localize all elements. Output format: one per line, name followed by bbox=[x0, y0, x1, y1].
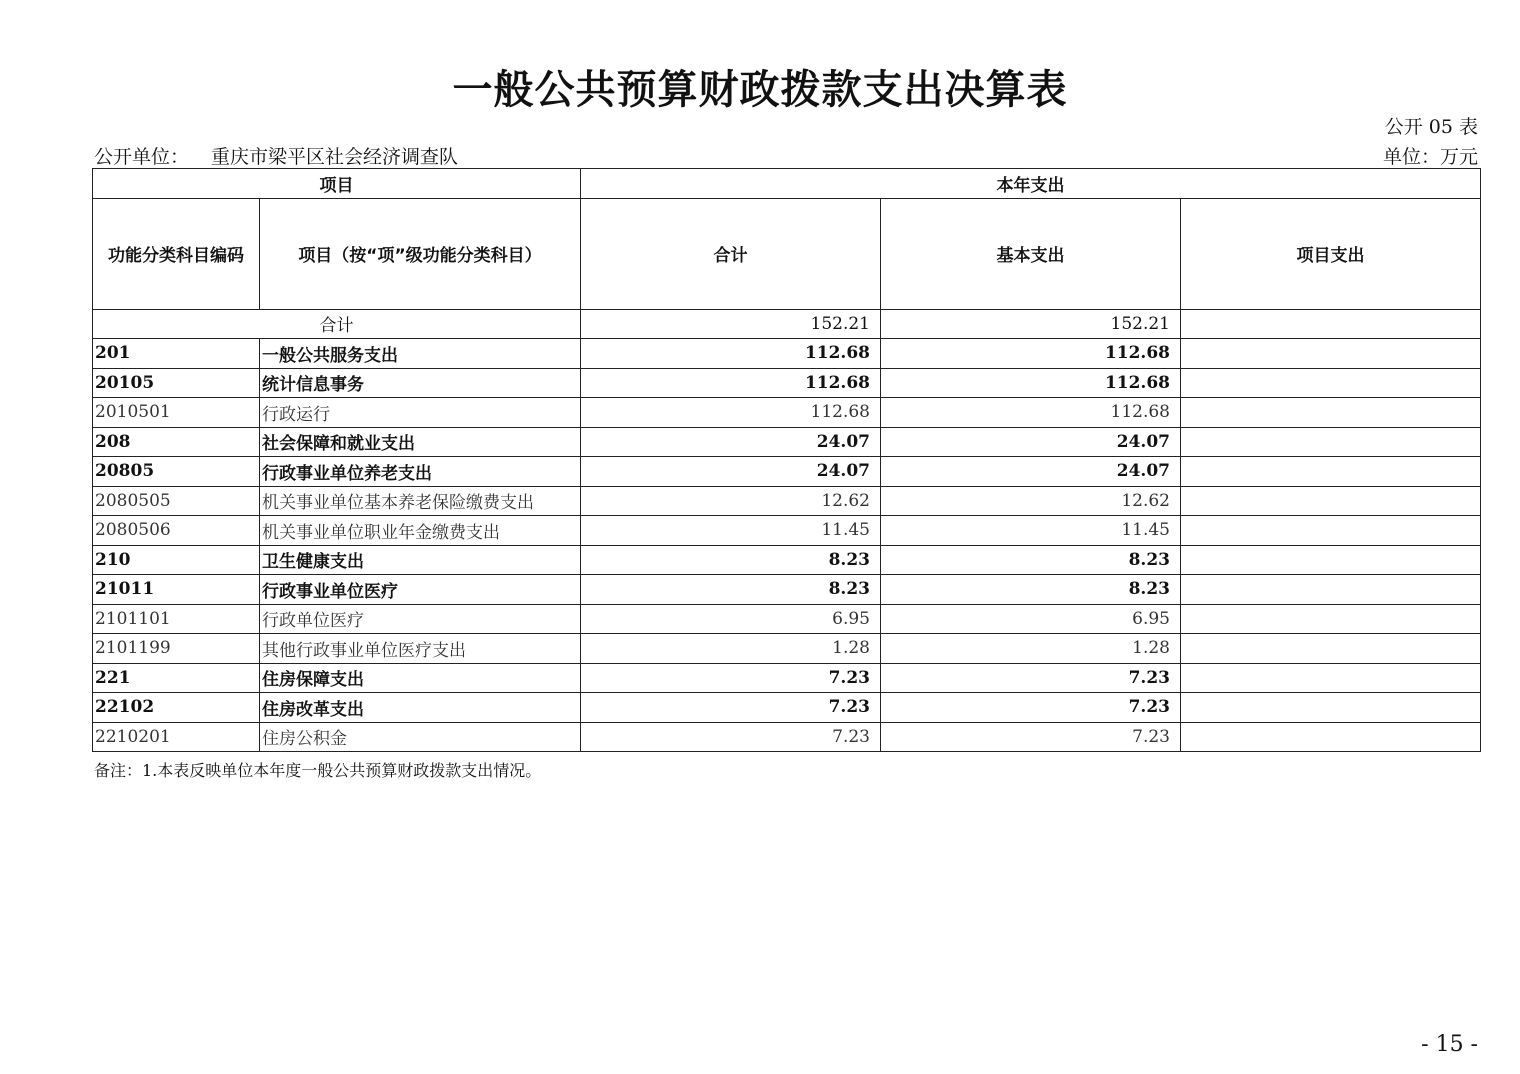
table-row bbox=[93, 457, 1481, 487]
row-name: 住房保障支出 bbox=[260, 663, 581, 693]
table-row bbox=[93, 663, 1481, 693]
row-basic: 8.23 bbox=[881, 545, 1181, 575]
row-basic: 8.23 bbox=[881, 575, 1181, 605]
row-code: 221 bbox=[93, 663, 260, 693]
header-project-exp: 项目支出 bbox=[1181, 198, 1481, 309]
row-total: 7.23 bbox=[581, 663, 881, 693]
row-project bbox=[1181, 427, 1481, 457]
row-basic: 12.62 bbox=[881, 486, 1181, 516]
row-total: 112.68 bbox=[581, 339, 881, 369]
row-total: 6.95 bbox=[581, 604, 881, 634]
row-basic: 7.23 bbox=[881, 663, 1181, 693]
row-basic: 112.68 bbox=[881, 339, 1181, 369]
row-total: 112.68 bbox=[581, 398, 881, 428]
row-code: 2010501 bbox=[93, 398, 260, 428]
table-row bbox=[93, 604, 1481, 634]
row-name: 统计信息事务 bbox=[260, 368, 581, 398]
row-project bbox=[1181, 398, 1481, 428]
row-basic: 1.28 bbox=[881, 634, 1181, 664]
row-project bbox=[1181, 634, 1481, 664]
row-basic: 7.23 bbox=[881, 693, 1181, 723]
row-basic: 6.95 bbox=[881, 604, 1181, 634]
total-row-label: 合计 bbox=[93, 309, 581, 339]
row-total: 1.28 bbox=[581, 634, 881, 664]
row-code: 2101199 bbox=[93, 634, 260, 664]
header-row-bottom bbox=[93, 198, 1481, 309]
total-row-basic: 152.21 bbox=[881, 309, 1181, 339]
header-current-year: 本年支出 bbox=[581, 169, 1481, 199]
row-name: 机关事业单位基本养老保险缴费支出 bbox=[260, 486, 581, 516]
table-row bbox=[93, 398, 1481, 428]
org-name: 重庆市梁平区社会经济调查队 bbox=[211, 146, 459, 168]
row-project bbox=[1181, 663, 1481, 693]
table-row bbox=[93, 545, 1481, 575]
row-project bbox=[1181, 604, 1481, 634]
row-total: 112.68 bbox=[581, 368, 881, 398]
row-total: 8.23 bbox=[581, 545, 881, 575]
row-name: 行政运行 bbox=[260, 398, 581, 428]
row-code: 20805 bbox=[93, 457, 260, 487]
header-total: 合计 bbox=[581, 198, 881, 309]
row-total: 12.62 bbox=[581, 486, 881, 516]
table-row bbox=[93, 339, 1481, 369]
row-basic: 112.68 bbox=[881, 368, 1181, 398]
table-row bbox=[93, 634, 1481, 664]
header-basic: 基本支出 bbox=[881, 198, 1181, 309]
unit-label: 单位：万元 bbox=[1382, 146, 1478, 168]
row-total: 7.23 bbox=[581, 722, 881, 752]
table-row bbox=[93, 575, 1481, 605]
header-row-top bbox=[93, 169, 1481, 199]
row-code: 22102 bbox=[93, 693, 260, 723]
row-name: 行政单位医疗 bbox=[260, 604, 581, 634]
row-code: 210 bbox=[93, 545, 260, 575]
row-basic: 112.68 bbox=[881, 398, 1181, 428]
row-project bbox=[1181, 575, 1481, 605]
row-project bbox=[1181, 339, 1481, 369]
total-row-project bbox=[1181, 309, 1481, 339]
header-code: 功能分类科目编码 bbox=[93, 198, 260, 309]
footnote: 备注：1.本表反映单位本年度一般公共预算财政拨款支出情况。 bbox=[94, 761, 542, 780]
row-code: 2101101 bbox=[93, 604, 260, 634]
row-name: 社会保障和就业支出 bbox=[260, 427, 581, 457]
header-item: 项目（按“项”级功能分类科目） bbox=[260, 198, 581, 309]
header-project: 项目 bbox=[93, 169, 581, 199]
row-basic: 11.45 bbox=[881, 516, 1181, 546]
row-basic: 24.07 bbox=[881, 427, 1181, 457]
table-row bbox=[93, 516, 1481, 546]
row-code: 20105 bbox=[93, 368, 260, 398]
page-number: - 15 - bbox=[1421, 1032, 1478, 1057]
form-number: 公开 05 表 bbox=[1384, 116, 1478, 138]
page-title: 一般公共预算财政拨款支出决算表 bbox=[452, 66, 1068, 113]
row-name: 机关事业单位职业年金缴费支出 bbox=[260, 516, 581, 546]
row-code: 21011 bbox=[93, 575, 260, 605]
table-row bbox=[93, 427, 1481, 457]
total-row bbox=[93, 309, 1481, 339]
org-line bbox=[94, 142, 458, 169]
row-total: 24.07 bbox=[581, 457, 881, 487]
row-total: 11.45 bbox=[581, 516, 881, 546]
row-code: 2080505 bbox=[93, 486, 260, 516]
row-name: 住房公积金 bbox=[260, 722, 581, 752]
row-total: 7.23 bbox=[581, 693, 881, 723]
row-name: 一般公共服务支出 bbox=[260, 339, 581, 369]
row-name: 行政事业单位养老支出 bbox=[260, 457, 581, 487]
row-total: 24.07 bbox=[581, 427, 881, 457]
row-project bbox=[1181, 693, 1481, 723]
row-name: 其他行政事业单位医疗支出 bbox=[260, 634, 581, 664]
row-code: 2080506 bbox=[93, 516, 260, 546]
row-code: 2210201 bbox=[93, 722, 260, 752]
row-name: 住房改革支出 bbox=[260, 693, 581, 723]
table-row bbox=[93, 368, 1481, 398]
row-project bbox=[1181, 545, 1481, 575]
table-row bbox=[93, 722, 1481, 752]
budget-table bbox=[92, 168, 1481, 752]
row-project bbox=[1181, 368, 1481, 398]
row-project bbox=[1181, 516, 1481, 546]
row-total: 8.23 bbox=[581, 575, 881, 605]
row-basic: 7.23 bbox=[881, 722, 1181, 752]
table-row bbox=[93, 693, 1481, 723]
row-project bbox=[1181, 722, 1481, 752]
row-name: 卫生健康支出 bbox=[260, 545, 581, 575]
row-name: 行政事业单位医疗 bbox=[260, 575, 581, 605]
table-row bbox=[93, 486, 1481, 516]
org-label: 公开单位： bbox=[94, 146, 190, 168]
row-project bbox=[1181, 486, 1481, 516]
row-code: 201 bbox=[93, 339, 260, 369]
total-row-total: 152.21 bbox=[581, 309, 881, 339]
row-basic: 24.07 bbox=[881, 457, 1181, 487]
row-project bbox=[1181, 457, 1481, 487]
row-code: 208 bbox=[93, 427, 260, 457]
